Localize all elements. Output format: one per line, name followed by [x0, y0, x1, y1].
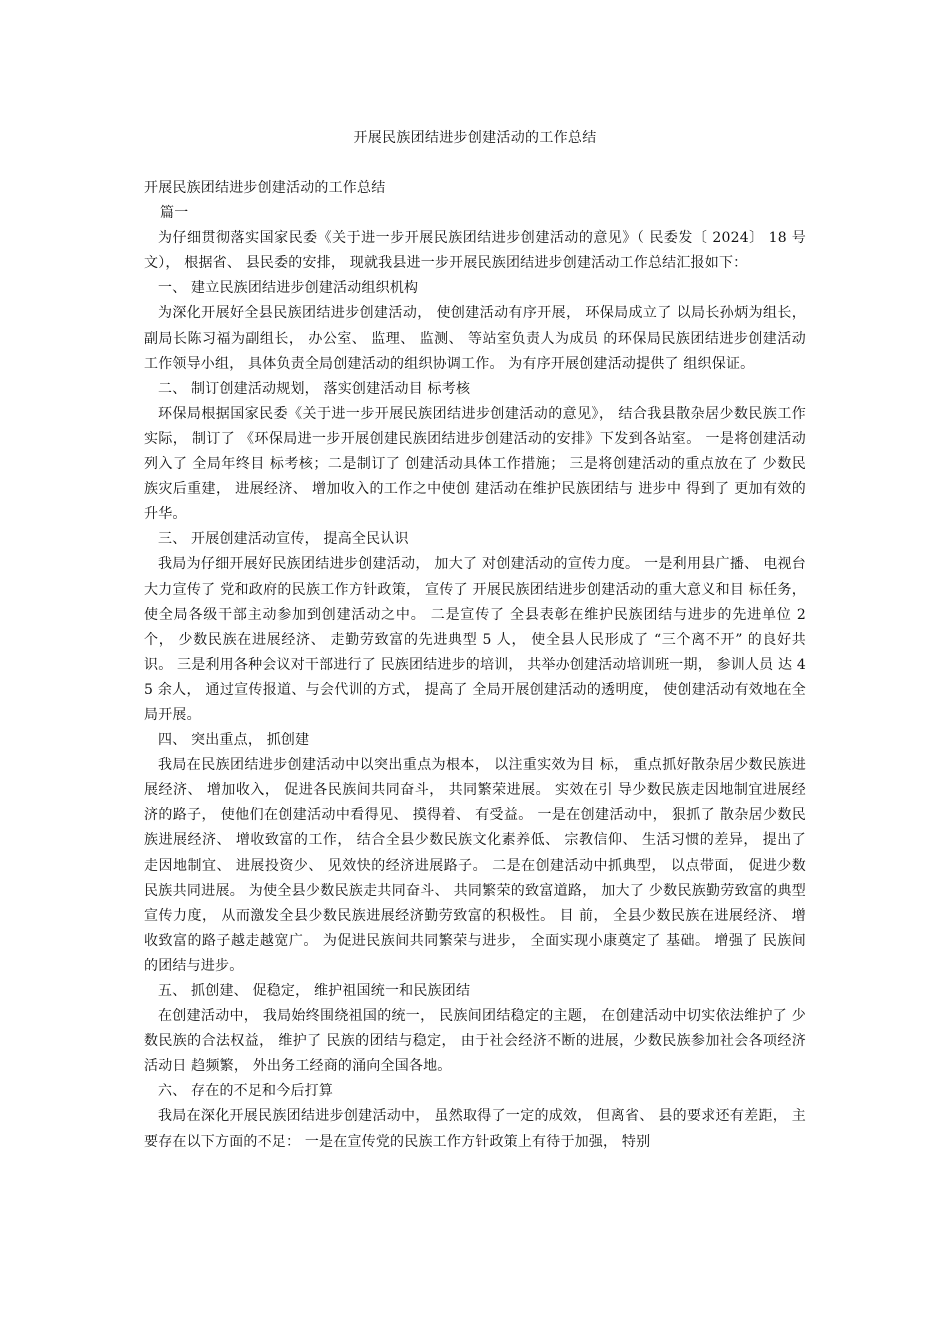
- document-title: 开展民族团结进步创建活动的工作总结: [353, 130, 597, 146]
- section-body-1: 为深化开展好全县民族团结进步创建活动， 使创建活动有序开展， 环保局成立了 以局长孙炳为组长， 副局长陈习福为副组长， 办公室、 监理、 监测、 等站室负责人为成员 的环保局民族团结进步创建活动工作领导小组， 具体负责全局创建活动的组织协调工作。 为有序开展创建活动提供了 组织保证。: [144, 305, 806, 372]
- section-heading-5: 五、 抓创建、 促稳定， 维护祖国统一和民族团结: [158, 983, 471, 999]
- document-body: [144, 176, 806, 1155]
- section-heading-3: 三、 开展创建活动宣传， 提高全民认识: [158, 531, 409, 548]
- section-body-5: 在创建活动中， 我局始终围绕祖国的统一， 民族间团结稳定的主题， 在创建活动中切实依法维护了 少数民族的合法权益， 维护了 民族的团结与稳定， 由于社会经济不断的进展，少数民族参加社会各项经济活动日 趋频繁， 外出务工经商的涌向全国各地。: [144, 1008, 806, 1075]
- section-body-4: 我局在民族团结进步创建活动中以突出重点为根本， 以注重实效为目 标， 重点抓好散杂居少数民族进展经济、 增加收入， 促进各民族间共同奋斗， 共同繁荣进展。 实效在引 导少数民族走因地制宜进展经济的路子， 使他们在创建活动中看得见、 摸得着、 有受益。 一是在创建活动中， 狠抓了 散杂居少数民族进展经济、 增收致富的工作， 结合全县少数民族文化素养低、 宗教信仰、 生活习惯的差异， 提出了 走因地制宜、 进展投资少、 见效快的经济进展路子。 二是在创建活动中抓典型， 以点带面， 促进少数民族共同进展。 为使全县少数民族走共同奋斗、 共同繁荣的致富道路， 加大了 少数民族勤劳致富的典型宣传力度， 从而激发全县少数民族进展经济勤劳致富的积极性。 目 前， 全县少数民族在进展经济、 增收致富的路子越走越宽广。 为促进民族间共同繁荣与进步， 全面实现小康奠定了 基础。 增强了 民族间的团结与进步。: [144, 757, 806, 974]
- section-body-2: 环保局根据国家民委《关于进一步开展民族团结进步创建活动的意见》， 结合我县散杂居少数民族工作实际， 制订了 《环保局进一步开展创建民族团结进步创建活动的安排》下发到各站室。 一是将创建活动列入了 全局年终目 标考核；二是制订了 创建活动具体工作措施； 三是将创建活动的重点放在了 少数民族灾后重建， 进展经济、 增加收入的工作之中使创 建活动在维护民族团结与 进步中 得到了 更加有效的升华。: [144, 405, 806, 523]
- section-heading-6: 六、 存在的不足和今后打算: [158, 1083, 334, 1100]
- section-heading-4: 四、 突出重点， 抓创建: [158, 732, 310, 749]
- section-body-6: 我局在深化开展民族团结进步创建活动中， 虽然取得了一定的成效， 但离省、 县的要求还有差距， 主要存在以下方面的不足： 一是在宣传党的民族工作方针政策上有待于加强， 特别: [144, 1108, 806, 1150]
- section-heading-1: 一、 建立民族团结进步创建活动组织机构: [158, 280, 419, 297]
- section-heading-2: 二、 制订创建活动规划， 落实创建活动目 标考核: [158, 380, 471, 397]
- section-body-3: 我局为仔细开展好民族团结进步创建活动， 加大了 对创建活动的宣传力度。 一是利用县广播、 电视台大力宣传了 党和政府的民族工作方针政策， 宣传了 开展民族团结进步创建活动的重大意义和目 标任务， 使全局各级干部主动参加到创建活动之中。 二是宣传了 全县表彰在维护民族团结与进步的先进单位 2 个， 少数民族在进展经济、 走勤劳致富的先进典型 5 人， 使全县人民形成了 “三个离不开” 的良好共识。 三是利用各种会议对干部进行了 民族团结进步的培训， 共举办创建活动培训班一期， 参训人员 达 45 余人， 通过宣传报道、与会代训的方式， 提高了 全局开展创建活动的透明度， 使创建活动有效地在全局开展。: [144, 556, 806, 723]
- part-label: 篇一: [160, 205, 189, 222]
- document-subtitle: 开展民族团结进步创建活动的工作总结: [144, 180, 386, 196]
- intro-paragraph: 为仔细贯彻落实国家民委《关于进一步开展民族团结进步创建活动的意见》（ 民委发〔 2024〕 18 号文）， 根据省、 县民委的安排， 现就我县进一步开展民族团结进步创建活动工作总结汇报如下：: [144, 230, 806, 272]
